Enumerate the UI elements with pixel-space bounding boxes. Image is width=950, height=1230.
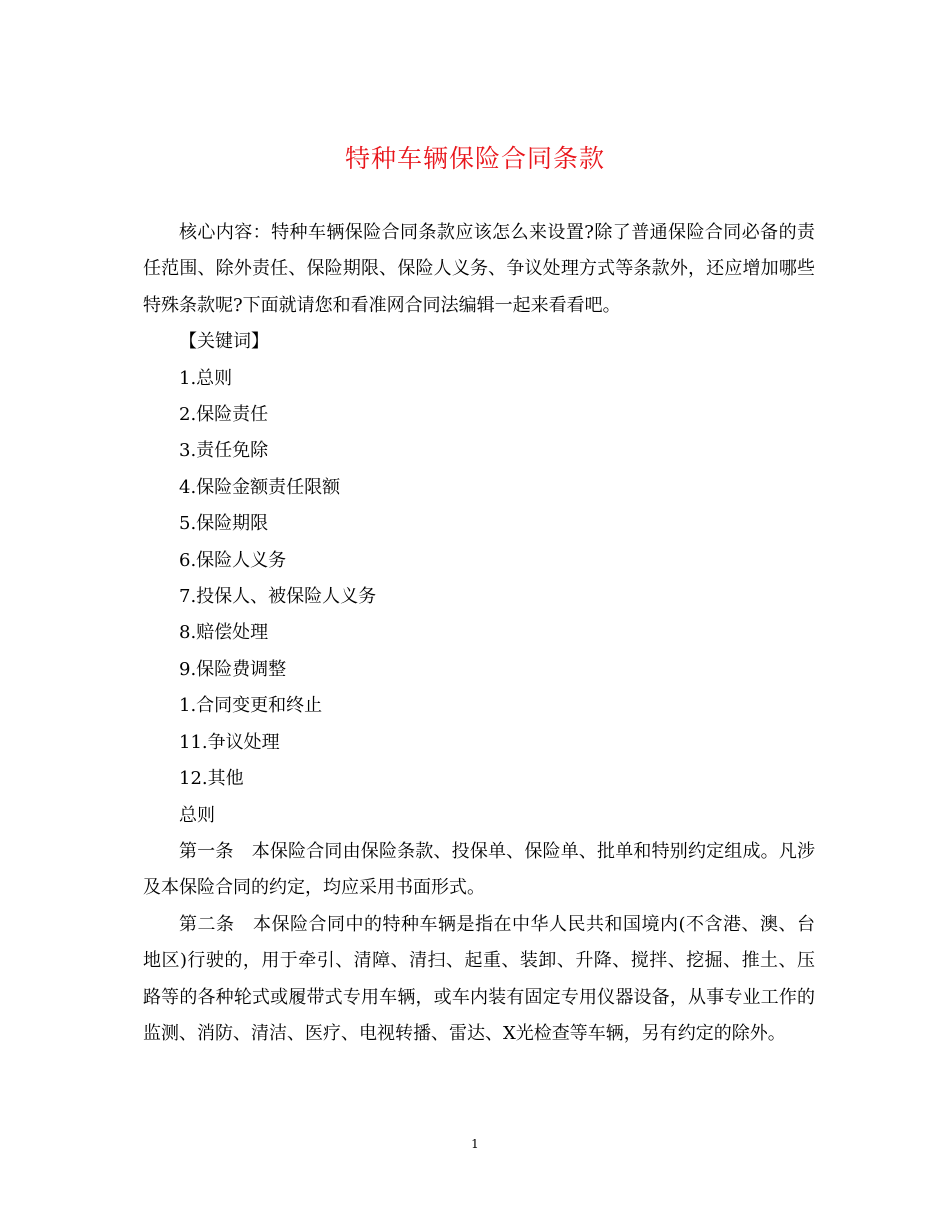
keyword-item: 1.合同变更和终止 xyxy=(179,695,323,717)
intro-paragraph: 核心内容：特种车辆保险合同条款应该怎么来设置?除了普通保险合同必备的责任范围、除外责任、保险期限、保险人义务、争议处理方式等条款外，还应增加哪些特殊条款呢?下面就请您和看准网合同法编辑一起来看看吧。 xyxy=(143,222,815,316)
keywords-list xyxy=(143,361,815,798)
keyword-item: 12.其他 xyxy=(179,768,244,790)
keyword-item: 11.争议处理 xyxy=(179,731,280,753)
keyword-item: 6.保险人义务 xyxy=(179,549,287,571)
keyword-item: 1.总则 xyxy=(179,367,233,389)
keyword-item: 4.保险金额责任限额 xyxy=(179,476,341,498)
section-heading: 总则 xyxy=(179,804,215,826)
article-paragraph: 第一条 本保险合同由保险条款、投保单、保险单、批单和特别约定组成。凡涉及本保险合同的约定，均应采用书面形式。 xyxy=(143,840,815,899)
page-number: 1 xyxy=(471,1137,479,1151)
keyword-item: 7.投保人、被保险人义务 xyxy=(179,586,377,608)
keyword-item: 5.保险期限 xyxy=(179,513,269,535)
document-title: 特种车辆保险合同条款 xyxy=(344,144,605,173)
keyword-item: 9.保险费调整 xyxy=(179,658,287,680)
document-body xyxy=(143,215,815,1052)
keyword-item: 2.保险责任 xyxy=(179,404,269,426)
keywords-heading: 【关键词】 xyxy=(179,331,269,353)
article-paragraph: 第二条 本保险合同中的特种车辆是指在中华人民共和国境内(不含港、澳、台地区)行驶的，用于牵引、清障、清扫、起重、装卸、升降、搅拌、挖掘、推土、压路等的各种轮式或履带式专用车辆，或车内装有固定专用仪器设备，从事专业工作的监测、消防、清洁、医疗、电视转播、雷达、X光检查等车辆，另有约定的除外。 xyxy=(143,913,815,1044)
keyword-item: 8.赔偿处理 xyxy=(179,622,269,644)
keyword-item: 3.责任免除 xyxy=(179,440,269,462)
